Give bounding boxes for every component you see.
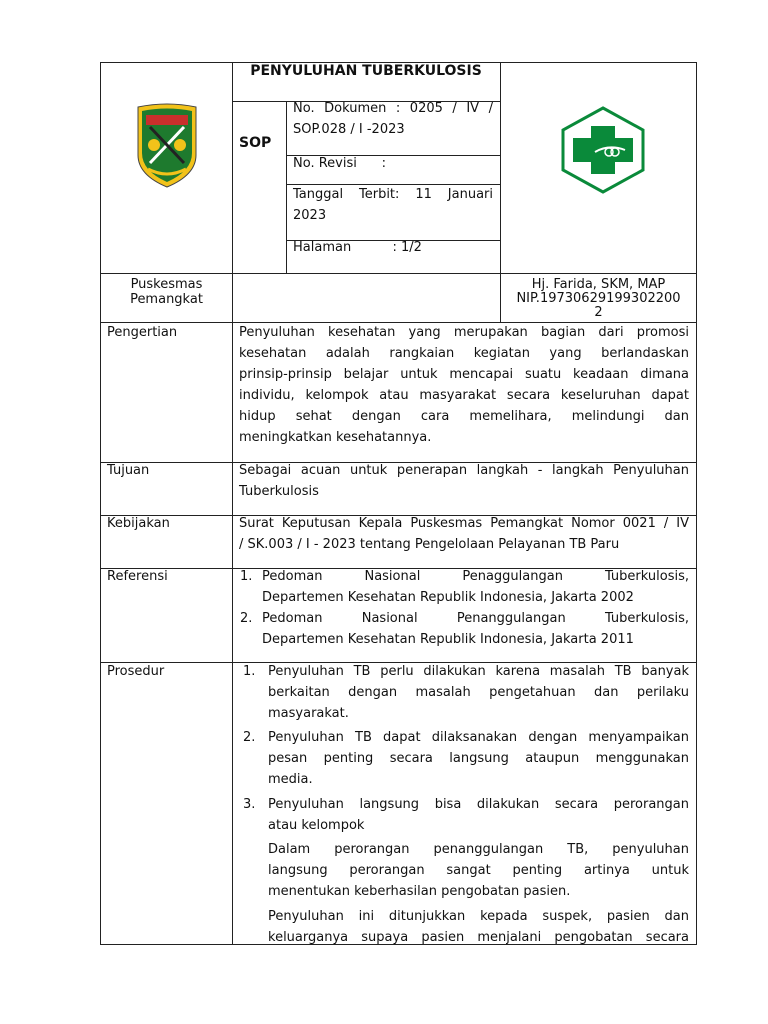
prosedur-number: 1. bbox=[243, 664, 256, 679]
doc-number-line1: No. Dokumen : 0205 / IV / bbox=[293, 101, 493, 116]
column-divider-2 bbox=[286, 101, 287, 273]
official-nip-line2: 2 bbox=[594, 305, 603, 320]
tujuan-line: Sebagai acuan untuk penerapan langkah - langkah Penyuluhan bbox=[239, 463, 689, 478]
issue-date-line2: 2023 bbox=[293, 208, 327, 223]
table-border-right bbox=[696, 62, 697, 945]
prosedur-paragraph-line: Dalam perorangan penanggulangan TB, penyuluhan bbox=[268, 842, 689, 857]
pengertian-line: Penyuluhan kesehatan yang merupakan bagian dari promosi bbox=[239, 325, 689, 340]
kebijakan-line: / SK.003 / I - 2023 tentang Pengelolaan Pelayanan TB Paru bbox=[239, 537, 620, 552]
page-number: Halaman : 1/2 bbox=[293, 240, 422, 255]
pengertian-line: kesehatan adalah rangkaian kegiatan yang berlandaskan bbox=[239, 346, 689, 361]
referensi-number: 2. bbox=[240, 611, 253, 626]
section-label-prosedur: Prosedur bbox=[107, 664, 165, 679]
prosedur-line: Penyuluhan langsung bisa dilakukan secara perorangan bbox=[268, 797, 689, 812]
tujuan-line: Tuberkulosis bbox=[239, 484, 319, 499]
prosedur-line: Penyuluhan TB dapat dilaksanakan dengan menyampaikan bbox=[268, 730, 689, 745]
prosedur-number: 2. bbox=[243, 730, 256, 745]
org-name-line1: Puskesmas bbox=[130, 277, 203, 292]
sop-label: SOP bbox=[239, 135, 272, 151]
pengertian-line: individu, kelompok atau masyarakat secara keseluruhan dapat bbox=[239, 388, 689, 403]
section-label-pengertian: Pengertian bbox=[107, 325, 178, 340]
prosedur-paragraph-line: keluarganya supaya pasien menjalani pengobatan secara bbox=[268, 930, 689, 945]
prosedur-paragraph-line: langsung perorangan sangat penting artinya untuk bbox=[268, 863, 689, 878]
regional-emblem-logo bbox=[134, 103, 200, 189]
doc-number-line2: SOP.028 / I -2023 bbox=[293, 122, 405, 137]
referensi-number: 1. bbox=[240, 569, 253, 584]
column-divider-1 bbox=[232, 62, 233, 945]
prosedur-line: atau kelompok bbox=[268, 818, 365, 833]
referensi-item-line: Departemen Kesehatan Republik Indonesia, Jakarta 2011 bbox=[262, 632, 634, 647]
pengertian-line: prinsip-prinsip belajar untuk mencapai suatu keadaan dimana bbox=[239, 367, 689, 382]
prosedur-paragraph-line: Penyuluhan ini ditunjukkan kepada suspek, pasien dan bbox=[268, 909, 689, 924]
table-border-left bbox=[100, 62, 101, 945]
pengertian-line: meningkatkan kesehatannya. bbox=[239, 430, 432, 445]
issue-date-line1: Tanggal Terbit: 11 Januari bbox=[293, 187, 493, 202]
referensi-item-line: Pedoman Nasional Penanggulangan Tuberkulosis, bbox=[262, 611, 689, 626]
section-label-tujuan: Tujuan bbox=[107, 463, 150, 478]
referensi-item-line: Pedoman Nasional Penaggulangan Tuberkulosis, bbox=[262, 569, 689, 584]
referensi-item-line: Departemen Kesehatan Republik Indonesia, Jakarta 2002 bbox=[262, 590, 634, 605]
prosedur-number: 3. bbox=[243, 797, 256, 812]
prosedur-paragraph-line: menentukan keberhasilan pengobatan pasien. bbox=[268, 884, 571, 899]
prosedur-line: pesan penting secara langsung ataupun menggunakan bbox=[268, 751, 689, 766]
section-label-referensi: Referensi bbox=[107, 569, 168, 584]
puskesmas-cross-logo bbox=[559, 106, 647, 194]
pengertian-line: hidup sehat dengan cara memelihara, melindungi dan bbox=[239, 409, 689, 424]
kebijakan-line: Surat Keputusan Kepala Puskesmas Pemangkat Nomor 0021 / IV bbox=[239, 516, 689, 531]
prosedur-line: berkaitan dengan masalah pengetahuan dan perilaku bbox=[268, 685, 689, 700]
document-title: PENYULUHAN TUBERKULOSIS bbox=[250, 63, 482, 79]
revision-number: No. Revisi : bbox=[293, 156, 387, 171]
row-line-header-end bbox=[100, 273, 697, 274]
prosedur-line: Penyuluhan TB perlu dilakukan karena masalah TB banyak bbox=[268, 664, 689, 679]
prosedur-line: media. bbox=[268, 772, 313, 787]
official-name: Hj. Farida, SKM, MAP bbox=[531, 277, 666, 292]
section-label-kebijakan: Kebijakan bbox=[107, 516, 170, 531]
official-nip-line1: NIP.19730629199302200 bbox=[516, 291, 681, 306]
org-name-line2: Pemangkat bbox=[130, 292, 203, 307]
prosedur-line: masyarakat. bbox=[268, 706, 349, 721]
